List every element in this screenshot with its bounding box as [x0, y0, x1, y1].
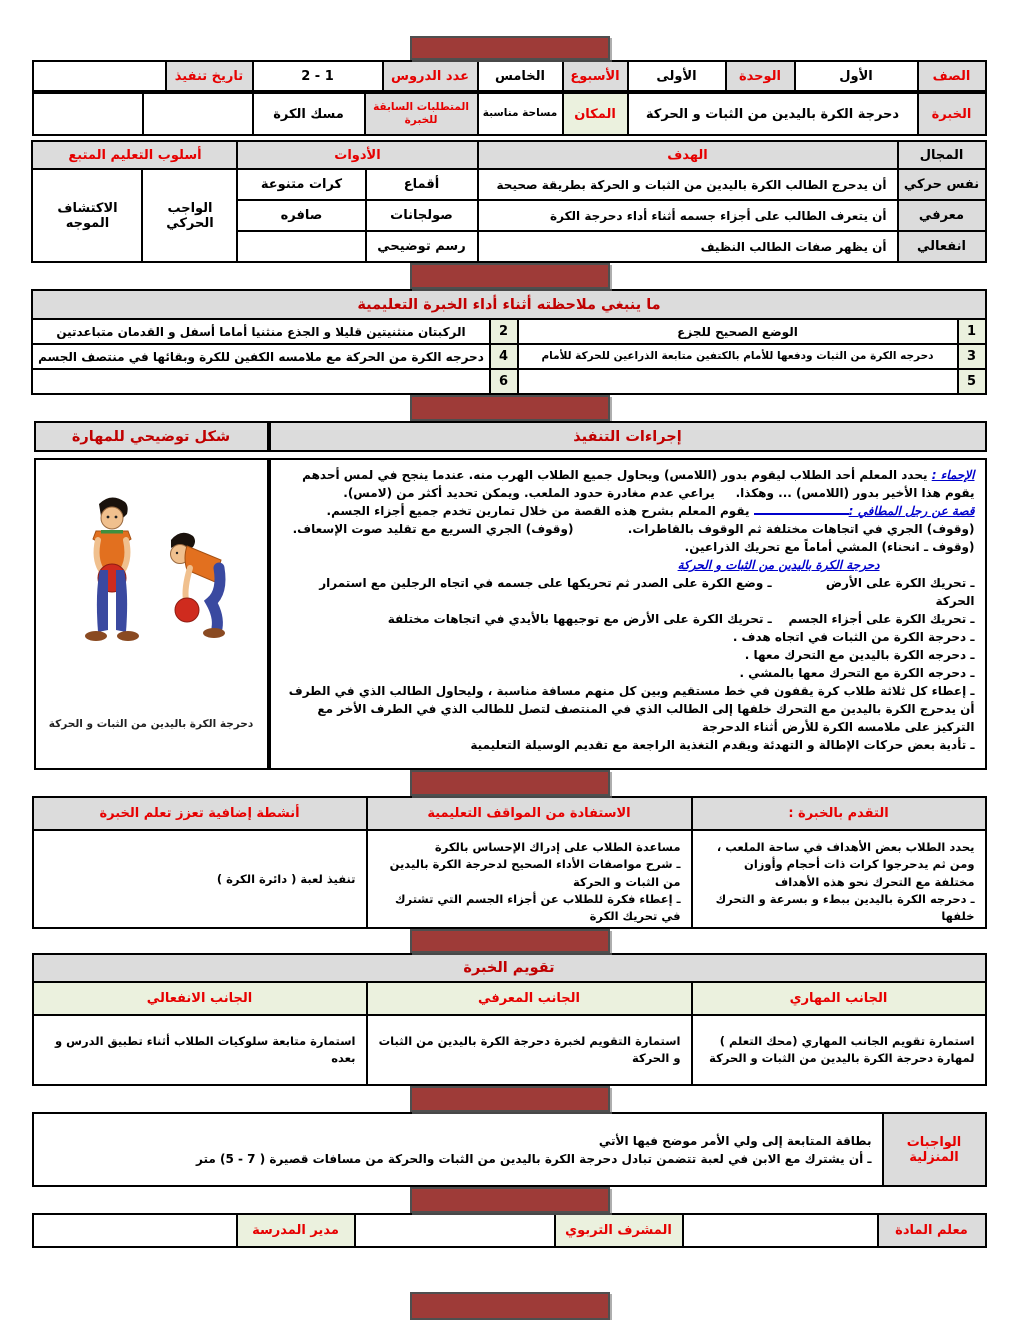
place-label: المكان [563, 93, 628, 135]
method-header: أسلوب التعليم المتبع [32, 141, 237, 169]
evaluation-title: تقويم الخبرة [33, 954, 986, 982]
figure-box [34, 458, 269, 770]
exercise-line-2: (وقوف ـ انحناء) المشي أماماً مع تحريك الذراعين. [684, 540, 975, 554]
evaluation-table [32, 953, 987, 1086]
procedures-header-row [34, 421, 987, 452]
homework-cell [33, 1113, 883, 1186]
method-guided-discovery: الاكتشاف الموجه [32, 169, 142, 262]
benefit-header: الاستفادة من المواقف التعليمية [367, 797, 692, 830]
separator-bar-row [34, 1187, 987, 1213]
domain-header: المجال [898, 141, 986, 169]
info-table-row1 [32, 60, 987, 92]
observation-text-6 [32, 369, 489, 394]
domain-psychomotor: نفس حركي [898, 169, 986, 200]
unit-value: الأولى [628, 61, 726, 91]
experience-value: دحرجة الكرة باليدين من الثبات و الحركة [628, 93, 918, 135]
principal-label: مدير المدرسة [237, 1214, 355, 1247]
observation-text-3: دحرجه الكرة من الثبات ودفعها للأمام بالكتفين متابعة الذراعين للحركة للأمام [518, 344, 958, 369]
unit-label: الوحدة [726, 61, 795, 91]
class-label: الصف [918, 61, 986, 91]
exec-date-label: تاريخ تنفيذ [166, 61, 253, 91]
week-label: الأسبوع [563, 61, 628, 91]
separator-bar-row [34, 263, 987, 289]
goal-emotional: أن يظهر صفات الطالب النظيف [478, 231, 898, 262]
tool-whistle: صافره [237, 200, 365, 231]
activities-cell [33, 830, 367, 928]
decorative-maroon-bar [410, 1292, 610, 1320]
method-motor-duty: الواجب الحركي [142, 169, 237, 262]
story-line [279, 502, 975, 520]
skill-heading-text: دحرجة الكرة باليدين من الثبات و الحركة [677, 558, 880, 572]
benefit-cell [367, 830, 692, 928]
story-text: يقوم المعلم بشرح هذه القصة من خلال تمارين تخدم جميع أجزاء الجسم. [326, 504, 754, 518]
procedures-text-box [269, 458, 987, 770]
observations-table [31, 289, 986, 395]
step-line: ـ دحرجه الكرة باليدين مع التحرك معها . [744, 648, 975, 662]
decorative-maroon-bar [410, 1086, 610, 1112]
teacher-signature-cell [683, 1214, 878, 1247]
observation-num-1: 1 [958, 319, 986, 344]
exec-date-value [33, 61, 166, 91]
observation-text-2: الركبتان منثنيتين قليلا و الجذع منثنيا أماما أسفل و القدمان متباعدتين [32, 319, 489, 344]
teacher-label: معلم المادة [878, 1214, 986, 1247]
domain-emotional: انفعالي [898, 231, 986, 262]
lessons-count-value: 1 - 2 [253, 61, 383, 91]
homework-line-2: ـ أن يشترك مع الابن في لعبة تتضمن تبادل دحرجة الكرة باليدين من الثبات والحركة من مسافات قصيرة ‪(5 - 7 )‬ متر [196, 1151, 872, 1166]
tools-header: الأدوات [237, 141, 477, 169]
page-content [34, 36, 987, 1320]
decorative-maroon-bar [410, 929, 610, 953]
decorative-maroon-bar [410, 770, 610, 796]
step-line: ـ تحريك الكرة على أجزاء الجسم ـ تحريك الكرة على الأرض مع توجيهها بالأيدي في اتجاهات مختلفة [387, 612, 975, 626]
observation-num-6: 6 [490, 369, 518, 394]
homework-line-1: بطاقة المتابعة إلى ولي الأمر موضح فيها الأتي [598, 1133, 872, 1148]
observation-text-5 [518, 369, 958, 394]
evaluation-skill-line: استمارة تقويم الجانب المهاري (محك التعلم ) لمهارة دحرجة الكرة باليدين من الثبات و الحركة [709, 1034, 975, 1066]
step-line: ـ تحريك الكرة على الأرض ـ وضع الكرة على الصدر ثم تحريكها على جسمه في اتجاه الرجلين مع استمرار الحركة [315, 576, 975, 608]
supervisor-label: المشرف التربوي [555, 1214, 683, 1247]
place-value: مساحة مناسبة [478, 93, 563, 135]
week-value: الخامس [478, 61, 563, 91]
observation-num-3: 3 [958, 344, 986, 369]
observation-num-5: 5 [958, 369, 986, 394]
tool-diagram: رسم توضيحي [366, 231, 478, 262]
observation-text-4: دحرجه الكرة من الحركة مع ملامسه الكفين للكرة وبقائها في منتصف الجسم [32, 344, 489, 369]
evaluation-cognitive-header: الجانب المعرفي [367, 982, 692, 1015]
benefit-line: ـ شرح مواصفات الأداء الصحيح لدحرجة الكرة باليدين من الثبات و الحركة [389, 857, 681, 889]
supervisor-signature-cell [355, 1214, 555, 1247]
exercise-line-1: (وقوف) الجري في اتجاهات مختلفة ثم الوقوف بالقاطرات. (وقوف) الجري السريع مع تقليد صوت الإسعاف. [292, 522, 975, 536]
homework-label: الواجبات المنزلية [883, 1113, 986, 1186]
observations-title: ما ينبغي ملاحظته أثناء أداء الخبرة التعليمية [32, 290, 985, 319]
evaluation-cognitive-text [367, 1015, 692, 1085]
evaluation-emotional-text [33, 1015, 367, 1085]
bottom-bar-row [34, 1292, 987, 1320]
prerequisites-value: مسك الكرة [253, 93, 365, 135]
empty-cell [33, 93, 143, 135]
class-value: الأول [795, 61, 918, 91]
observation-num-2: 2 [490, 319, 518, 344]
goal-header: الهدف [478, 141, 898, 169]
info-table-row2 [32, 92, 987, 136]
decorative-maroon-bar [410, 395, 610, 421]
progress-line: يحدد الطلاب بعض الأهداف في ساحة الملعب ، ومن ثم يدحرجوا كرات ذات أحجام وأوزان مختلفة مع التحرك نحو هذه الأهداف [716, 840, 975, 889]
separator-bar-row [34, 770, 987, 796]
step-line: ـ دحرجه الكرة مع التحرك معها بالمشي . [739, 666, 975, 680]
activities-header: أنشطة إضافية تعزز تعلم الخبرة [33, 797, 367, 830]
goal-psychomotor: أن يدحرج الطالب الكرة باليدين من الثبات و الحركة بطريقة صحيحة [478, 169, 898, 200]
evaluation-emotional-line: استمارة متابعة سلوكيات الطلاب أثناء تطبيق الدرس و بعده [54, 1034, 356, 1066]
observation-text-1: الوضع الصحيح للجزع [518, 319, 958, 344]
enrichment-table [32, 796, 987, 929]
warmup-label: الإحماء : [931, 468, 975, 482]
decorative-maroon-bar [410, 1187, 610, 1213]
evaluation-skill-header: الجانب المهاري [692, 982, 986, 1015]
domains-table [31, 140, 986, 263]
evaluation-emotional-header: الجانب الانفعالي [33, 982, 367, 1015]
decorative-maroon-bar [410, 263, 610, 289]
tool-cones: أقماع [366, 169, 478, 200]
benefit-line: ـ إعطاء فكرة للطلاب عن أجزاء الجسم التي تشترك في تحريك الكرة [395, 891, 681, 923]
progress-cell [692, 830, 986, 928]
figure-caption: دحرجة الكرة باليدين من الثبات و الحركة [48, 718, 254, 730]
separator-bar-row [34, 929, 987, 953]
progress-line: ـ دحرجه الكرة باليدين ببطء و بسرعة و التحرك خلفها [715, 891, 975, 923]
lessons-count-label: عدد الدروس [383, 61, 478, 91]
procedures-body-row [34, 458, 987, 770]
progress-header: التقدم بالخبرة : [692, 797, 986, 830]
top-bar-row [34, 36, 987, 60]
activities-text: تنفيذ لعبة ( دائرة الكرة ) [216, 871, 356, 886]
warmup-line [279, 466, 975, 502]
separator-bar-row [34, 395, 987, 421]
tool-balls: كرات متنوعة [237, 169, 365, 200]
empty-tool-cell [237, 231, 365, 262]
observation-num-4: 4 [490, 344, 518, 369]
separator-bar-row [34, 1086, 987, 1112]
figure-title: شكل توضيحي للمهارة [34, 421, 269, 452]
principal-signature-cell [33, 1214, 237, 1247]
goal-cognitive: أن يتعرف الطالب على أجزاء جسمه أثناء أداء دحرجة الكرة [478, 200, 898, 231]
skill-illustration-icon [51, 478, 251, 708]
step-line: ـ تأدية بعض حركات الإطالة و التهدئة ويقدم التغذية الراجعة مع تقديم الوسيلة التعليمية [470, 738, 975, 752]
signatures-table [32, 1213, 987, 1248]
homework-table [32, 1112, 987, 1187]
empty-cell [143, 93, 253, 135]
evaluation-cognitive-line: استمارة التقويم لخبرة دحرجة الكرة باليدين من الثبات و الحركة [378, 1034, 681, 1066]
warmup-text: يحدد المعلم أحد الطلاب ليقوم بدور (اللامس) ويحاول جميع الطلاب الهرب منه. عندما ينجح في لمس أحدهم يقوم هذا الأخير بدور (اللامس) ... وهكذا. يراعي عدم مغادرة حدود الملعب. ويمكن تحديد أكثر من (لامس). [297, 468, 975, 500]
prerequisites-label: المتطلبات السابقة للخبرة [365, 93, 478, 135]
evaluation-skill-text [692, 1015, 986, 1085]
procedures-title: إجراءات التنفيذ [269, 421, 987, 452]
step-line: ـ إعطاء كل ثلاثة طلاب كرة يقفون في خط مستقيم وبين كل منهم مسافة مناسبة ، وليحاول الطالب الذي في الطرف أن يدحرج الكرة باليدين مع التحرك خلفها إلى الطالب الذي في المنتصف لتصل للطالب الذي في الطرف الأخر مع التركيز على ملامسه الكرة للأرض أثناء الدحرجة [284, 684, 975, 734]
domain-cognitive: معرفي [898, 200, 986, 231]
tool-clubs: صولجانات [366, 200, 478, 231]
experience-label: الخبرة [918, 93, 986, 135]
story-underline [754, 504, 849, 515]
skill-heading [279, 556, 880, 574]
step-line: ـ دحرجة الكرة من الثبات في اتجاه هدف . [732, 630, 975, 644]
story-label: قصة عن رجل المطافي : [848, 504, 975, 518]
decorative-maroon-bar [410, 36, 610, 60]
benefit-line: مساعدة الطلاب على إدراك الإحساس بالكرة [434, 840, 681, 854]
